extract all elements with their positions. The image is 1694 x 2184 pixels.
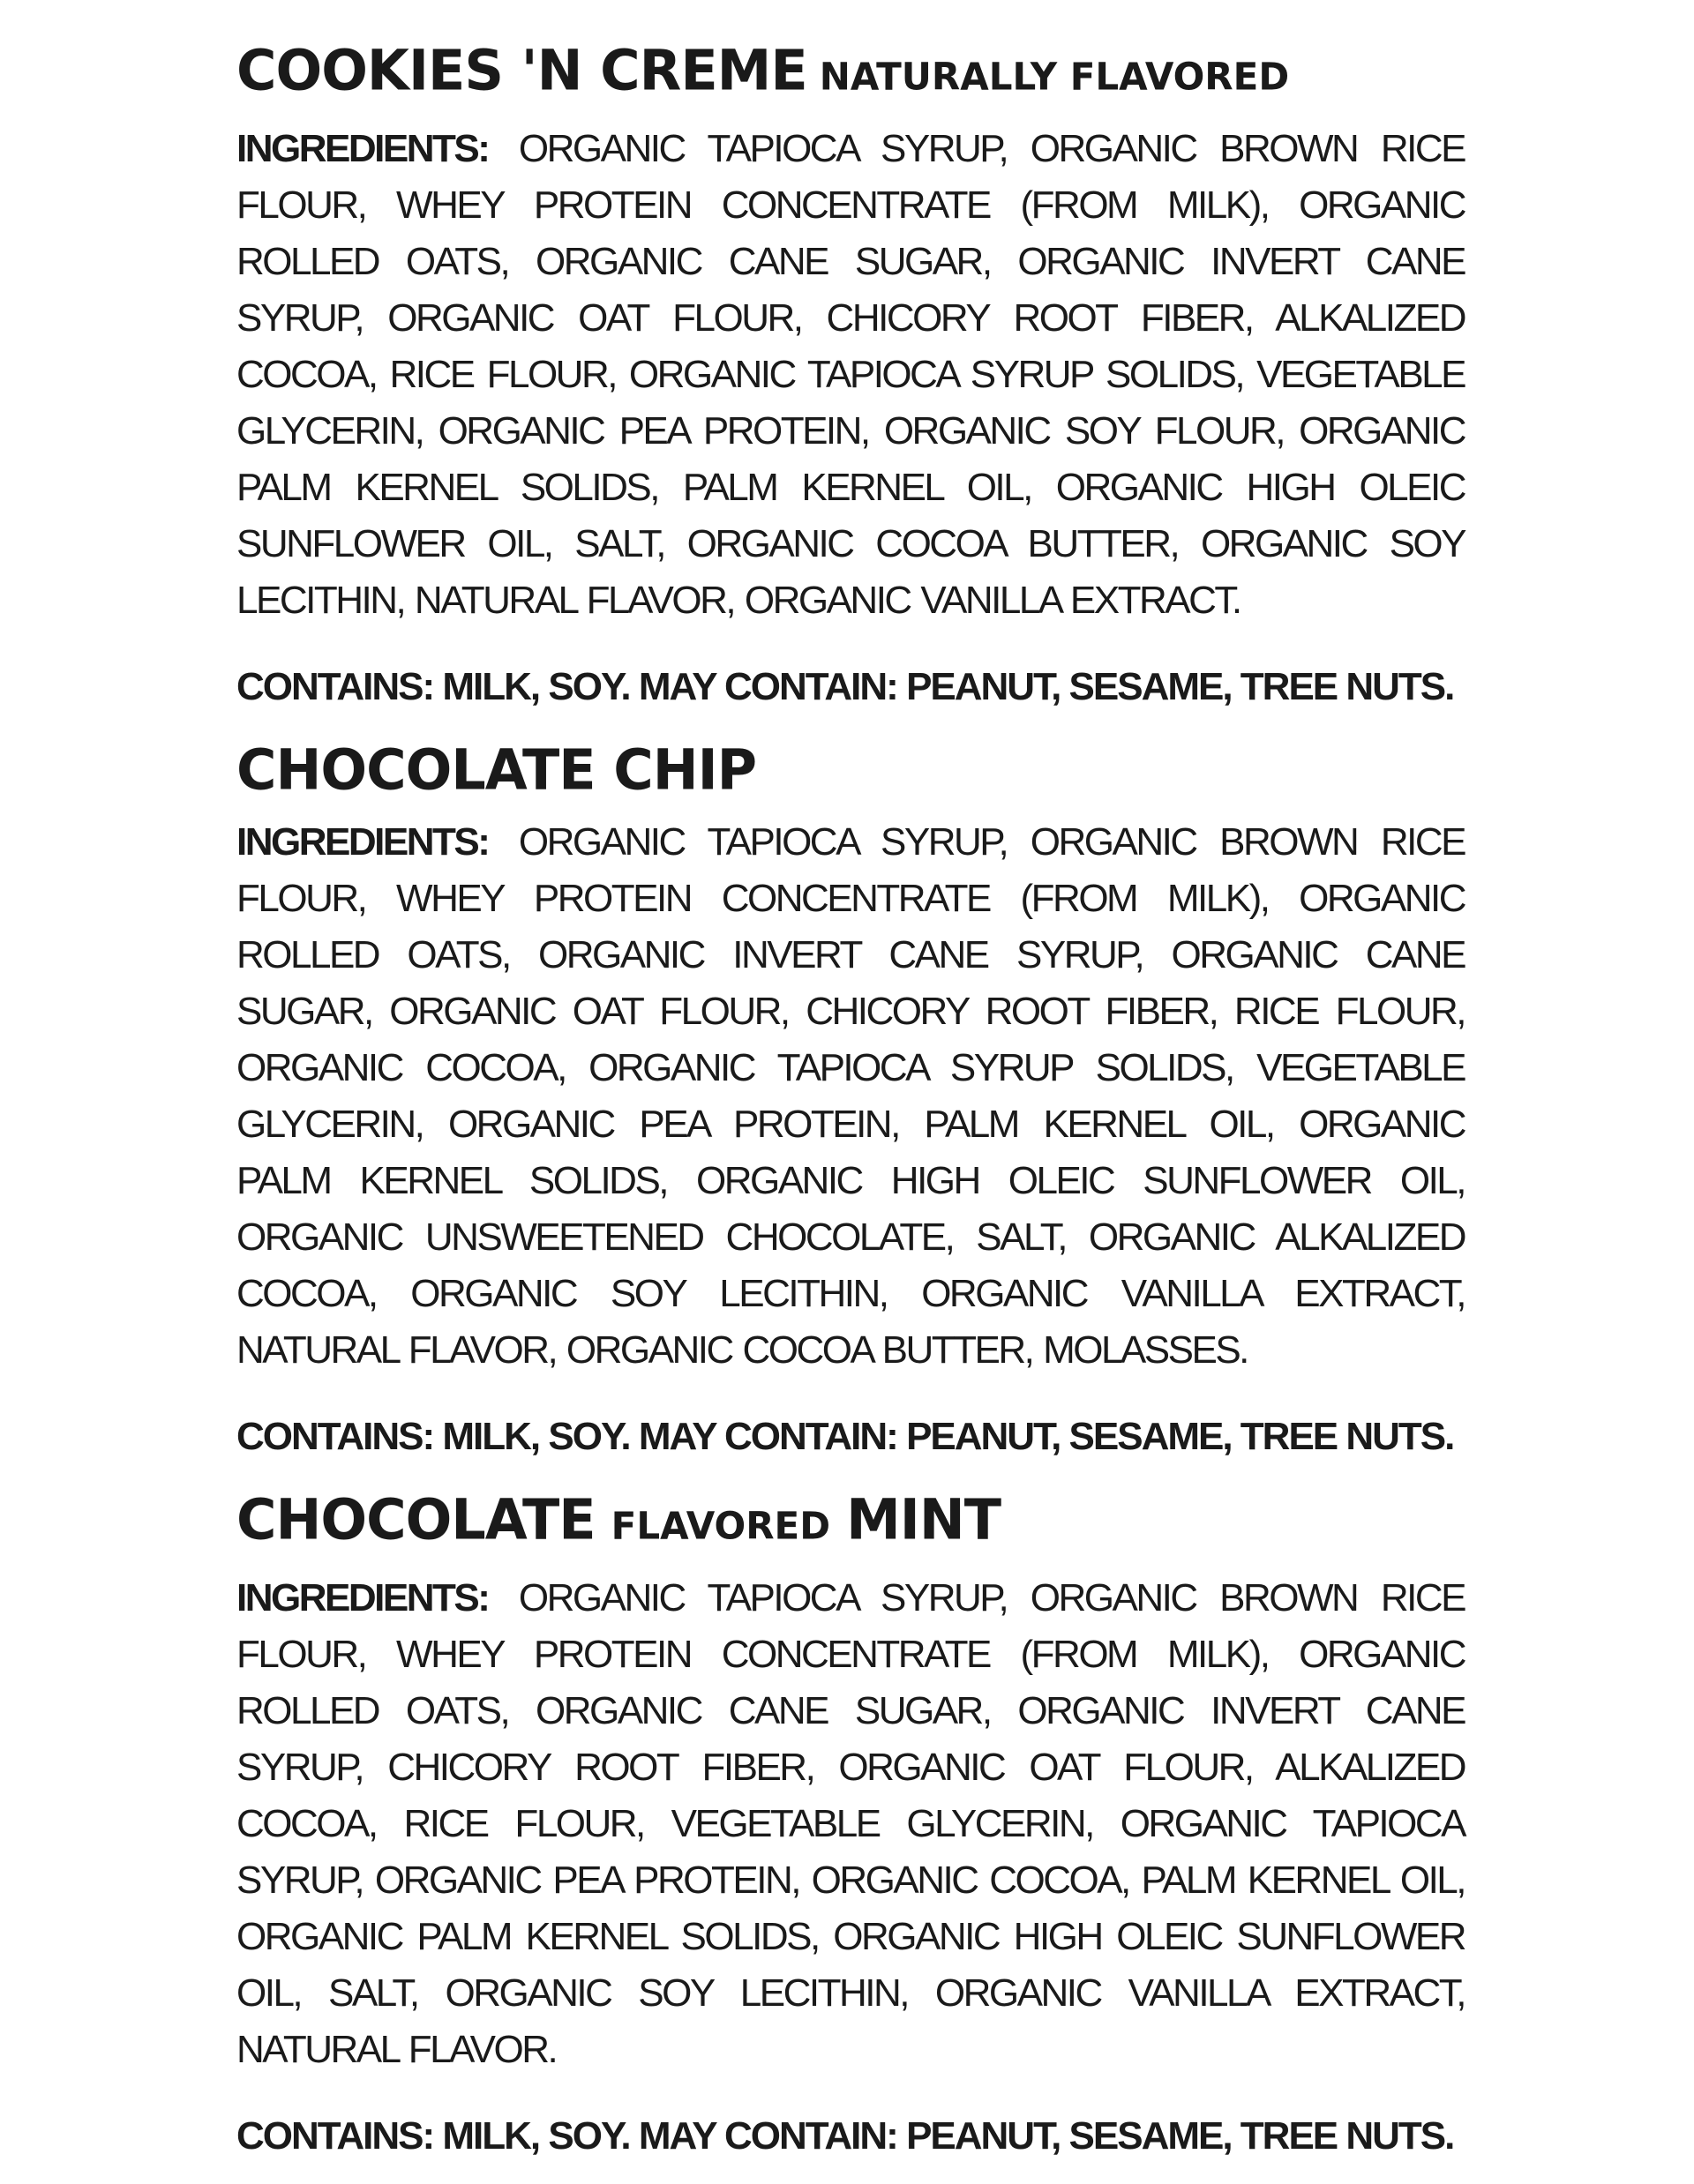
- ingredients-paragraph: [236, 1570, 1465, 2078]
- flavor-descriptor: NATURALLY FLAVORED: [819, 54, 1290, 99]
- section-cookies-n-creme: [236, 35, 1465, 715]
- ingredients-label: INGREDIENTS:: [236, 1576, 489, 1619]
- allergen-statement: CONTAINS: MILK, SOY. MAY CONTAIN: PEANUT, SESAME, TREE NUTS.: [236, 1415, 1454, 1458]
- section-chocolate-chip: [236, 735, 1465, 1465]
- flavor-name-suffix: MINT: [846, 1486, 1001, 1552]
- section-chocolate-mint: [236, 1485, 1465, 2165]
- ingredients-paragraph: [236, 121, 1465, 629]
- section-title: [236, 34, 1465, 113]
- ingredients-paragraph: [236, 814, 1465, 1379]
- allergen-statement: CONTAINS: MILK, SOY. MAY CONTAIN: PEANUT, SESAME, TREE NUTS.: [236, 665, 1454, 708]
- section-title: [236, 1484, 1465, 1562]
- flavor-name: COOKIES 'N CREME: [236, 37, 807, 103]
- flavor-name: CHOCOLATE CHIP: [236, 737, 757, 803]
- section-title: [236, 734, 1465, 806]
- flavor-descriptor: FLAVORED: [611, 1503, 831, 1548]
- ingredients-panel: [236, 35, 1465, 2184]
- ingredients-text: ORGANIC TAPIOCA SYRUP, ORGANIC BROWN RICE FLOUR, WHEY PROTEIN CONCENTRATE (FROM MILK), ORGANIC ROLLED OATS, ORGANIC CANE SUGAR, ORGANIC INVERT CANE SYRUP, ORGANIC OAT FLOUR, CHICORY ROOT FIBER, ALKALIZED COCOA, RICE FLOUR, ORGANIC TAPIOCA SYRUP SOLIDS, VEGETABLE GLYCERIN, ORGANIC PEA PROTEIN, ORGANIC SOY FLOUR, ORGANIC PALM KERNEL SOLIDS, PALM KERNEL OIL, ORGANIC HIGH OLEIC SUNFLOWER OIL, SALT, ORGANIC COCOA BUTTER, ORGANIC SOY LECITHIN, NATURAL FLAVOR, ORGANIC VANILLA EXTRACT.: [236, 127, 1465, 622]
- allergen-statement: CONTAINS: MILK, SOY. MAY CONTAIN: PEANUT, SESAME, TREE NUTS.: [236, 2114, 1454, 2158]
- ingredients-text: ORGANIC TAPIOCA SYRUP, ORGANIC BROWN RICE FLOUR, WHEY PROTEIN CONCENTRATE (FROM MILK), ORGANIC ROLLED OATS, ORGANIC INVERT CANE SYRUP, ORGANIC CANE SUGAR, ORGANIC OAT FLOUR, CHICORY ROOT FIBER, RICE FLOUR, ORGANIC COCOA, ORGANIC TAPIOCA SYRUP SOLIDS, VEGETABLE GLYCERIN, ORGANIC PEA PROTEIN, PALM KERNEL OIL, ORGANIC PALM KERNEL SOLIDS, ORGANIC HIGH OLEIC SUNFLOWER OIL, ORGANIC UNSWEETENED CHOCOLATE, SALT, ORGANIC ALKALIZED COCOA, ORGANIC SOY LECITHIN, ORGANIC VANILLA EXTRACT, NATURAL FLAVOR, ORGANIC COCOA BUTTER, MOLASSES.: [236, 820, 1465, 1372]
- ingredients-text: ORGANIC TAPIOCA SYRUP, ORGANIC BROWN RICE FLOUR, WHEY PROTEIN CONCENTRATE (FROM MILK), ORGANIC ROLLED OATS, ORGANIC CANE SUGAR, ORGANIC INVERT CANE SYRUP, CHICORY ROOT FIBER, ORGANIC OAT FLOUR, ALKALIZED COCOA, RICE FLOUR, VEGETABLE GLYCERIN, ORGANIC TAPIOCA SYRUP, ORGANIC PEA PROTEIN, ORGANIC COCOA, PALM KERNEL OIL, ORGANIC PALM KERNEL SOLIDS, ORGANIC HIGH OLEIC SUNFLOWER OIL, SALT, ORGANIC SOY LECITHIN, ORGANIC VANILLA EXTRACT, NATURAL FLAVOR.: [236, 1576, 1465, 2071]
- flavor-name: CHOCOLATE: [236, 1486, 596, 1552]
- ingredients-label: INGREDIENTS:: [236, 127, 489, 170]
- ingredients-label: INGREDIENTS:: [236, 820, 489, 864]
